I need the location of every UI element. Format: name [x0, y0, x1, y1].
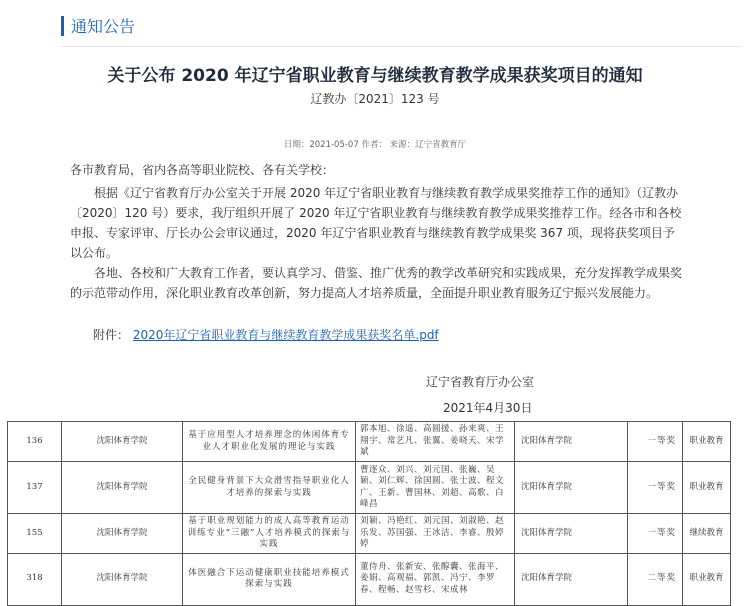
award-unit: 沈阳体育学院 [62, 553, 183, 605]
salutation: 各市教育局，省内各高等职业院校、各有关学校： [70, 163, 335, 177]
table-row [8, 514, 731, 554]
section-accent-bar [61, 16, 64, 36]
award-unit: 沈阳体育学院 [62, 462, 183, 514]
table-row [8, 553, 731, 605]
notice-title: 关于公布 2020 年辽宁省职业教育与继续教育教学成果获奖项目的通知 [107, 66, 643, 86]
awards-table [7, 421, 731, 606]
award-category: 继续教育 [683, 514, 731, 554]
award-no: 318 [8, 553, 62, 605]
award-no: 136 [8, 422, 62, 462]
award-no: 155 [8, 514, 62, 554]
award-no: 137 [8, 462, 62, 514]
attachment-label: 附件： [93, 328, 130, 342]
table-row [8, 422, 731, 462]
attachment [93, 326, 439, 343]
award-people: 郭本旭、徐遥、高圆援、孙来爽、王翔宇、常艺凡、张翼、姜晓天、宋学斌 [356, 422, 515, 462]
publish-meta: 日期：2021-05-07 作者： 来源：辽宁省教育厅 [283, 140, 467, 150]
paragraph-1: 根据《辽宁省教育厅办公室关于开展 2020 年辽宁省职业教育与继续教育教学成果奖推荐工作的通知》（辽教办〔2020〕120 号）要求，我厅组织开展了 2020 年辽宁省职业教育与继续教育教学成果奖推荐工作。经各市和各校申报、专家评审、厅长办公会审议通过，2020 年辽宁省职业教育与继续教育教学成果奖 367 项，现将获奖项目予以公布。 [70, 186, 682, 260]
award-recommender: 沈阳体育学院 [515, 514, 628, 554]
award-category: 职业教育 [683, 462, 731, 514]
attachment-link[interactable]: 2020年辽宁省职业教育与继续教育教学成果获奖名单.pdf [132, 328, 439, 342]
award-unit: 沈阳体育学院 [62, 422, 183, 462]
award-category: 职业教育 [683, 553, 731, 605]
doc-number: 辽教办〔2021〕123 号 [310, 92, 440, 106]
section-header [61, 14, 135, 37]
signature-office: 辽宁省教育厅办公室 [426, 375, 535, 389]
award-unit: 沈阳体育学院 [62, 514, 183, 554]
award-people: 刘颖、冯艳红、刘元国、刘淑艳、赵乐发、苏国强、王冰洁、李睿、殷婷婷 [356, 514, 515, 554]
header-divider [61, 46, 741, 47]
award-people: 曹逐众、刘兴、刘元国、张巍、吴颖、刘仁辉、徐国圆、张士波、程文广、王新、曹国林、刘超、高歌、白峰昌 [356, 462, 515, 514]
award-title: 基于职业规划能力的成人高等教育运动训练专业“三融”人才培养模式的探索与实践 [183, 514, 356, 554]
award-recommender: 沈阳体育学院 [515, 422, 628, 462]
paragraph-2: 各地、各校和广大教育工作者，要认真学习、借鉴、推广优秀的教学改革研究和实践成果，充分发挥教学成果奖的示范带动作用，深化职业教育改革创新，努力提高人才培养质量，全面提升职业教育服务辽宁振兴发展能力。 [70, 266, 683, 300]
award-recommender: 沈阳体育学院 [515, 462, 628, 514]
award-grade: 一等奖 [628, 422, 683, 462]
award-grade: 一等奖 [628, 514, 683, 554]
award-recommender: 沈阳体育学院 [515, 553, 628, 605]
section-title: 通知公告 [71, 17, 136, 36]
award-people: 董侍舟、张新安、张醇囊、张海平、姜娟、高观福、郭凯、冯宁、李罗春、程畅、赵雪杉、宋成林 [356, 553, 515, 605]
table-row [8, 462, 731, 514]
signature-date: 2021年4月30日 [443, 401, 533, 415]
award-title: 体医融合下运动健康职业技能培养模式探索与实践 [183, 553, 356, 605]
award-grade: 一等奖 [628, 462, 683, 514]
award-title: 基于应用型人才培养理念的休闲体育专业人才职业化发展的理论与实践 [183, 422, 356, 462]
award-grade: 二等奖 [628, 553, 683, 605]
award-category: 职业教育 [683, 422, 731, 462]
award-title: 全民健身背景下大众滑雪指导职业化人才培养的探索与实践 [183, 462, 356, 514]
